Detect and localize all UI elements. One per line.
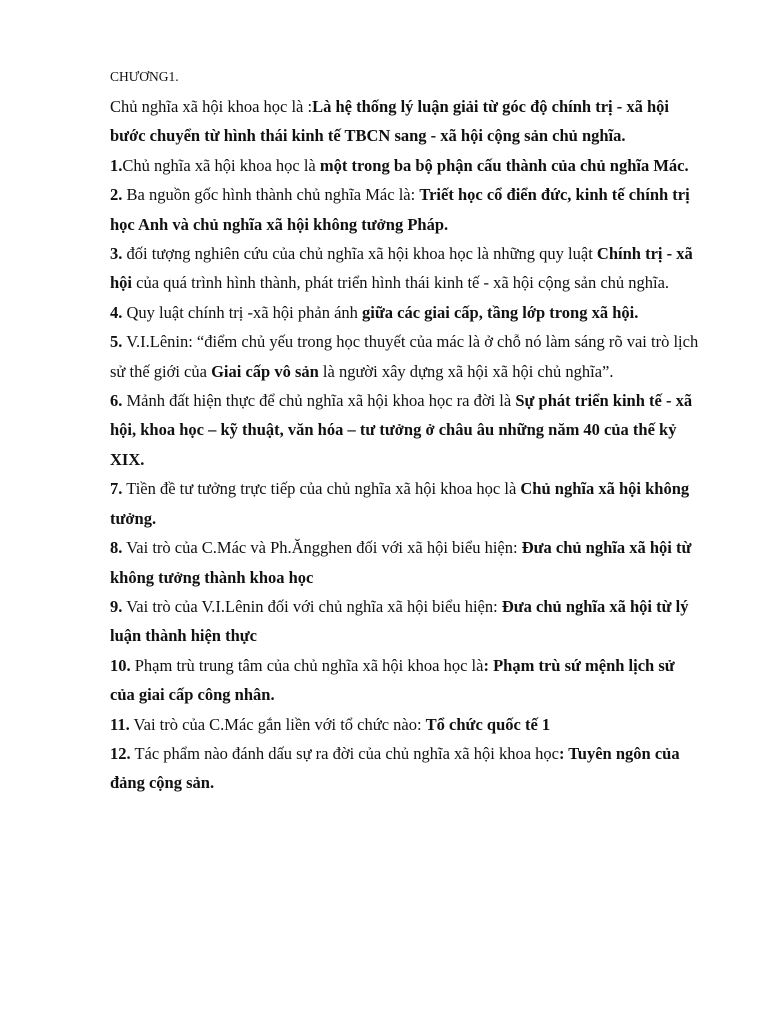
text-run: Mảnh đất hiện thực để chủ nghĩa xã hội khoa học ra đời là: [122, 391, 516, 411]
bold-text-run: giữa các giai cấp, tầng lớp trong xã hội.: [362, 302, 639, 322]
bold-text-run: một trong ba bộ phận cấu thành của chủ nghĩa Mác.: [319, 155, 689, 175]
bold-text-run: 5.: [110, 332, 123, 352]
bold-text-run: 9.: [110, 596, 123, 616]
bold-text-run: 2.: [110, 185, 123, 205]
text-run: Phạm trù trung tâm của chủ nghĩa xã hội khoa học là: [130, 655, 484, 675]
bold-text-run: Là hệ thống lý luận giải từ góc độ chính trị - xã hội bước chuyển từ hình thái kinh tế TBCN sang - xã hội cộng sản chủ nghĩa.: [110, 97, 670, 146]
bold-text-run: Chủ nghĩa xã hội không tưởng.: [110, 479, 690, 528]
chapter-heading: CHƯƠNG1.: [110, 69, 179, 84]
paragraph-q10: [110, 651, 700, 710]
text-run: Vai trò của C.Mác và Ph.Ăngghen đối với xã hội biểu hiện:: [122, 538, 522, 558]
paragraph-q7: [110, 474, 700, 533]
paragraph-q6: [110, 386, 700, 474]
bold-text-run: Sự phát triển kinh tế - xã hội, khoa học – kỹ thuật, văn hóa – tư tưởng ở châu âu những năm 40 của thế kỷ XIX.: [110, 391, 693, 469]
text-run: Quy luật chính trị -xã hội phản ánh: [122, 302, 363, 322]
text-run: Vai trò của V.I.Lênin đối với chủ nghĩa xã hội biểu hiện:: [122, 596, 502, 616]
bold-text-run: 6.: [110, 391, 123, 411]
paragraph-q8: [110, 533, 700, 592]
bold-text-run: 4.: [110, 302, 123, 322]
bold-text-run: 7.: [110, 479, 123, 499]
text-run: V.I.Lênin: “điểm chủ yếu trong học thuyết của mác là ở chỗ nó làm sáng rõ vai trò lịch sử thế giới của: [110, 332, 699, 381]
bold-text-run: 10.: [110, 655, 131, 675]
bold-text-run: 3.: [110, 244, 123, 264]
bold-text-run: Đưa chủ nghĩa xã hội từ không tưởng thành khoa học: [110, 538, 692, 587]
text-run: Chủ nghĩa xã hội khoa học là: [122, 155, 320, 175]
bold-text-run: 8.: [110, 538, 123, 558]
paragraph-q9: [110, 592, 700, 651]
bold-text-run: : Phạm trù sứ mệnh lịch sử của giai cấp công nhân.: [110, 655, 675, 705]
bold-text-run: Đưa chủ nghĩa xã hội từ lý luận thành hiện thực: [110, 596, 689, 646]
paragraph-list: [110, 92, 700, 798]
text-run: Tác phẩm nào đánh dấu sự ra đời của chủ nghĩa xã hội khoa học: [130, 743, 559, 763]
document-page: [110, 64, 700, 798]
bold-text-run: Tổ chức quốc tế 1: [425, 714, 551, 734]
text-run: Tiền đề tư tưởng trực tiếp của chủ nghĩa xã hội khoa học là: [122, 479, 521, 499]
bold-text-run: Chính trị - xã hội: [110, 244, 693, 293]
bold-text-run: Triết học cổ điển đức, kinh tế chính trị học Anh và chủ nghĩa xã hội không tưởng Pháp.: [110, 185, 690, 234]
paragraph-q11: [110, 710, 700, 739]
paragraph-q2: [110, 180, 700, 239]
text-run: Ba nguồn gốc hình thành chủ nghĩa Mác là:: [122, 185, 420, 205]
paragraph-q3: [110, 239, 700, 298]
bold-text-run: 1.: [110, 155, 123, 175]
paragraph-q1: [110, 151, 700, 180]
text-run: là người xây dựng xã hội xã hội chủ nghĩa”.: [318, 361, 614, 381]
bold-text-run: 12.: [110, 743, 131, 763]
paragraph-intro: [110, 92, 700, 151]
paragraph-q5: [110, 327, 700, 386]
text-run: Chủ nghĩa xã hội khoa học là :: [110, 97, 313, 116]
paragraph-q12: [110, 739, 700, 798]
text-run: Vai trò của C.Mác gắn liền với tổ chức nào:: [129, 714, 426, 734]
text-run: đối tượng nghiên cứu của chủ nghĩa xã hội khoa học là những quy luật: [122, 244, 597, 264]
paragraph-q4: [110, 298, 700, 327]
text-run: của quá trình hình thành, phát triển hình thái kinh tế - xã hội cộng sản chủ nghĩa.: [132, 273, 670, 293]
bold-text-run: 11.: [110, 714, 130, 734]
bold-text-run: Giai cấp vô sản: [211, 361, 319, 381]
bold-text-run: : Tuyên ngôn của đảng cộng sản.: [110, 743, 680, 793]
